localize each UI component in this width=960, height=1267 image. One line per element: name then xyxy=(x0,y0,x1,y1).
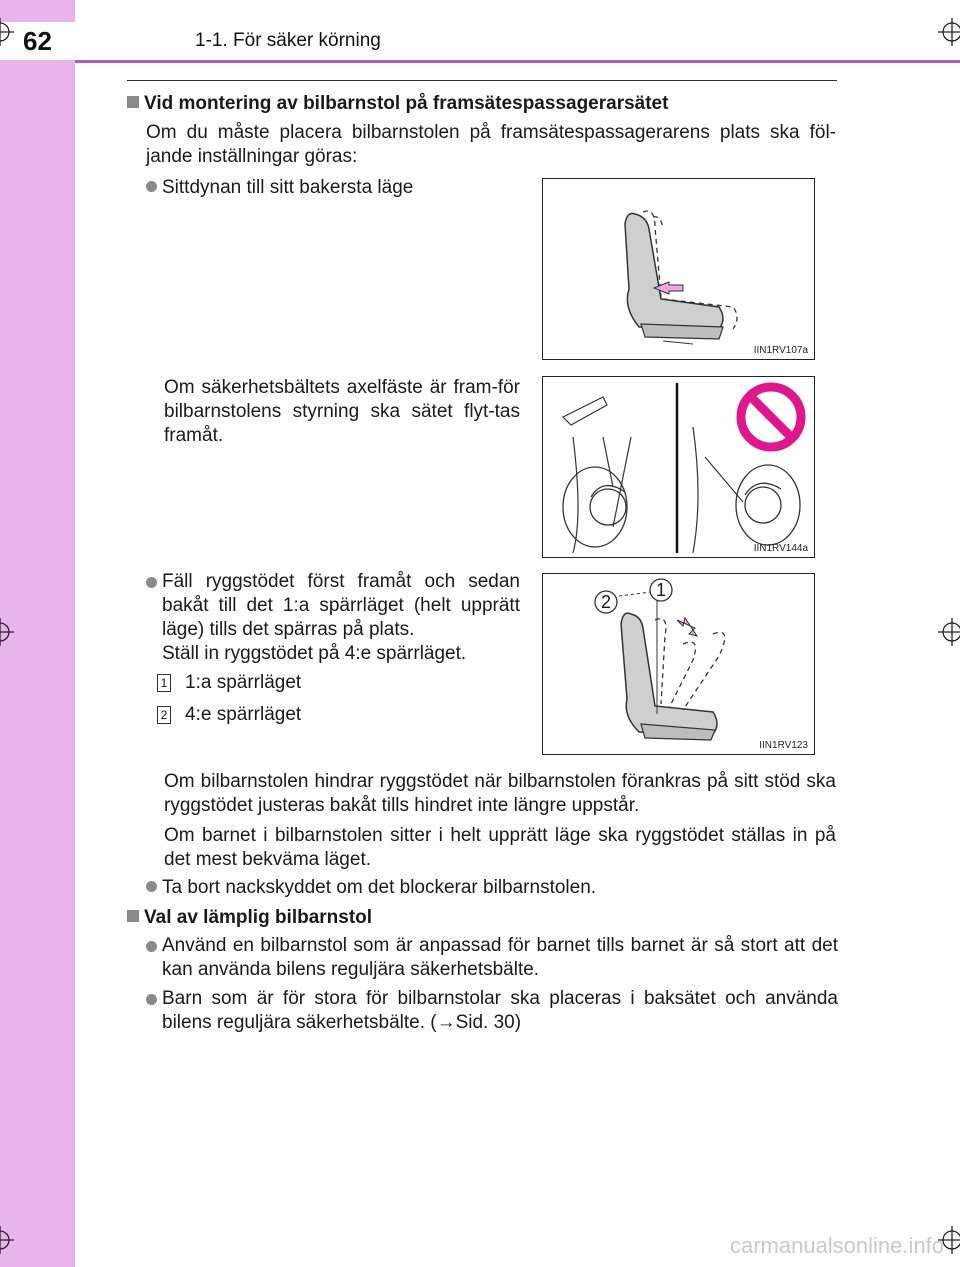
legend-item: 1 1:a spärrläget xyxy=(157,671,497,695)
figure-belt-guide xyxy=(542,376,815,558)
watermark: carmanualsonline.info xyxy=(729,1233,944,1258)
figure-seatback-locks xyxy=(542,573,815,755)
round-bullet-icon xyxy=(146,181,157,192)
square-bullet-icon xyxy=(127,96,139,108)
bullet-item: Ta bort nackskyddet om det blockerar bilbarnstolen. xyxy=(146,876,836,900)
paragraph: Om bilbarnstolen hindrar ryggstödet när bilbarnstolen förankras på sitt stöd ska ryggstödet justeras bakåt tills hindret inte längre uppstår. xyxy=(164,771,836,816)
bullet-item: Barn som är för stora för bilbarnstolar ska placeras i baksätet och använda bilens reguljära säkerhetsbälte. (→Sid. 30) xyxy=(146,987,838,1035)
chapter-title: 1-1. För säker körning xyxy=(195,30,381,51)
callout-1: 1 xyxy=(655,580,666,600)
figure-code: IIN1RV123 xyxy=(759,740,808,751)
registration-mark-icon xyxy=(938,618,960,646)
header-rule xyxy=(75,60,960,63)
callout-2: 2 xyxy=(600,592,611,612)
child-seat-belt-illustration-icon xyxy=(543,377,814,557)
registration-mark-icon xyxy=(0,1226,14,1254)
figure-seat-cushion xyxy=(542,178,815,360)
bullet-item: Fäll ryggstödet först framåt och sedan bakåt till det 1:a spärrläget (helt upprätt läge) tills det spärras på plats. Ställ in ryggstödet på 4:e spärrläget. xyxy=(146,570,520,666)
section-intro: Om du måste placera bilbarnstolen på framsätespassagerarens plats ska föl-jande inställningar göras: xyxy=(146,122,836,167)
page-number: 62 xyxy=(0,22,75,60)
round-bullet-icon xyxy=(146,941,157,952)
round-bullet-icon xyxy=(146,881,157,892)
round-bullet-icon xyxy=(146,994,157,1005)
seatback-illustration-icon xyxy=(543,574,814,754)
figure-code: IIN1RV107a xyxy=(753,345,808,356)
registration-mark-icon xyxy=(938,18,960,46)
round-bullet-icon xyxy=(146,577,157,588)
legend-item: 2 4:e spärrläget xyxy=(157,703,497,727)
section-heading: Vid montering av bilbarnstol på framsätespassagerarsätet xyxy=(127,92,837,116)
seat-illustration-icon xyxy=(543,179,814,359)
registration-mark-icon xyxy=(0,618,14,646)
section-heading: Val av lämplig bilbarnstol xyxy=(127,906,837,930)
section-rule xyxy=(127,80,837,81)
figure-code: IIN1RV144a xyxy=(753,543,808,554)
registration-mark-icon xyxy=(0,18,14,46)
note-paragraph: Om säkerhetsbältets axelfäste är fram-för bilbarnstolens styrning ska sätet flyt-tas framåt. xyxy=(164,377,520,446)
bullet-item: Använd en bilbarnstol som är anpassad för barnet tills barnet är så stort att det kan använda bilens reguljära säkerhetsbälte. xyxy=(146,934,838,982)
paragraph: Om barnet i bilbarnstolen sitter i helt upprätt läge ska ryggstödet ställas in på det mest bekväma läget. xyxy=(164,825,836,870)
bullet-item: Sittdynan till sitt bakersta läge xyxy=(146,176,516,200)
square-bullet-icon xyxy=(127,910,139,922)
